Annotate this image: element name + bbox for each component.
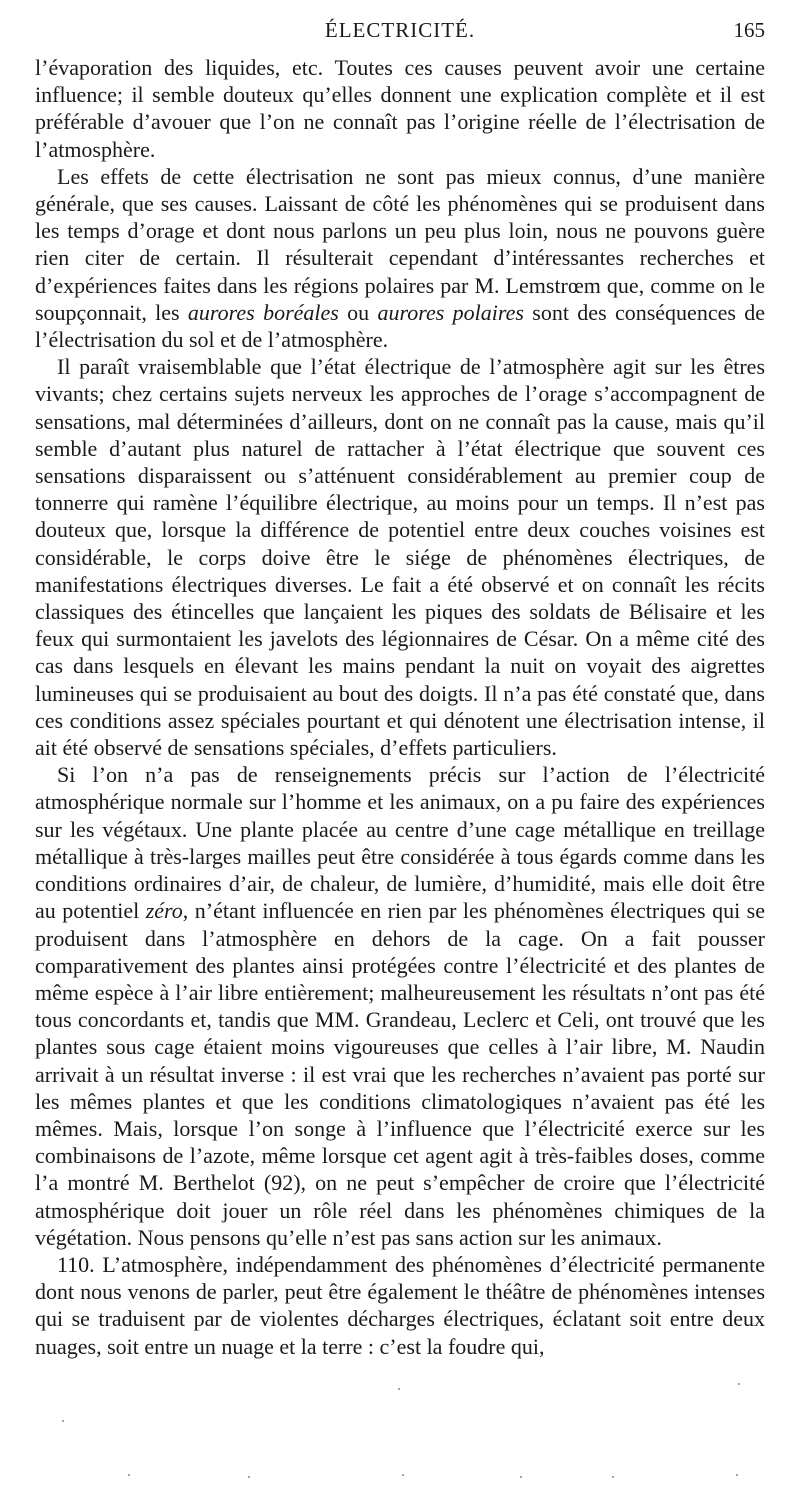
paragraph-text: Si l’on n’a pas de renseignements précis sur l’action de l’électricité atmosphérique normale sur l’homme et les animaux, on a pu faire des expériences sur les végétaux. Une plante placée au centre d’une cage métallique en treillage métallique à très-larges mailles peut être considérée à tous égards comme dans les conditions ordinaires d’air, de chaleur, de lumière, d’humidité, mais elle doit être au potentiel — [35, 762, 765, 924]
paragraph-text: l’évaporation des liquides, etc. Toutes ces causes peuvent avoir une certaine influence; il semble douteux qu’elles donnent une explication complète et il est préférable d’avouer que l’on ne connaît pas l’origine réelle de l’électrisation de l’atmosphère. — [35, 55, 765, 162]
paragraph-auroras — [35, 163, 765, 353]
paragraph-text: Il paraît vraisemblable que l’état électrique de l’atmosphère agit sur les êtres vivants; chez certains sujets nerveux les approches de l’orage s’accompagnent de sensations, mal déterminées d’ailleurs, dont on ne connaît pas la cause, mais qu’il semble d’autant plus naturel de rattacher à l’état électrique que souvent ces sensations disparaissent ou s’atténuent considérablement au premier coup de tonnerre qui ramène l’équilibre électrique, au moins pour un temps. Il n’est pas douteux que, lorsque la différence de potentiel entre deux couches voisines est considérable, le corps doive être le siége de phénomènes électriques, de manifestations électriques diverses. Le fait a été observé et on connaît les récits classiques des étincelles que lançaient les piques des soldats de Bélisaire et les feux qui surmontaient les javelots des légionnaires de César. On a même cité des cas dans lesquels en élevant les mains pendant la nuit on voyait des aigrettes lumineuses qui se produisaient au bout des doigts. Il n’a pas été constaté que, dans ces conditions assez spéciales pourtant et qui dénotent une électrisation intense, il ait été observé de sensations spéciales, d’effets particuliers. — [35, 354, 765, 761]
italic-term: aurores boréales — [187, 299, 339, 325]
body-text — [35, 54, 765, 1360]
paragraph-text: sont des conséquences de l’électrisation du sol et de l’atmosphère. — [35, 299, 765, 353]
running-header — [35, 18, 765, 54]
paragraph-text: L’atmosphère, indépendamment des phénomènes d’électricité permanente dont nous venons de parler, peut être également le théâtre de phénomènes intenses qui se traduisent par de violentes décharges électriques, éclatant soit entre deux nuages, soit entre un nuage et la terre : c’est la foudre qui, — [35, 1251, 765, 1359]
page-number: 165 — [733, 18, 765, 42]
section-number: 110. — [57, 1251, 95, 1277]
paragraph-text: Les effets de cette électrisation ne sont pas mieux connus, d’une manière générale, que ses causes. Laissant de côté les phénomènes qui se produisent dans les temps d’orage et dont nous parlons un peu plus loin, nous ne pouvons guère rien citer de certain. Il résulterait cependant d’intéressantes recherches et d’expériences faites dans les régions polaires par M. Lemstrœm que, comme on le soupçonnait, les — [35, 163, 765, 325]
italic-term: zéro — [145, 898, 183, 924]
paragraph-continuation — [35, 54, 765, 163]
running-title: ÉLECTRICITÉ. — [324, 18, 476, 42]
paragraph-living-beings — [35, 353, 765, 761]
paragraph-110 — [35, 1251, 765, 1360]
book-page — [35, 18, 765, 1360]
paragraph-text: , n’étant influencée en rien par les phénomènes électriques qui se produisent dans l’atmosphère en dehors de la cage. On a fait pousser comparativement des plantes ainsi protégées contre l’électricité et des plantes de même espèce à l’air libre entièrement; malheureusement les résultats n’ont pas été tous concordants et, tandis que MM. Grandeau, Leclerc et Celi, ont trouvé que les plantes sous cage étaient moins vigoureuses que celles à l’air libre, M. Naudin arrivait à un résultat inverse : il est vrai que les recherches n’avaient pas porté sur les mêmes plantes et que les conditions climatologiques n’avaient pas été les mêmes. Mais, lorsque l’on songe à l’influence que l’électricité exerce sur les combinaisons de l’azote, même lorsque cet agent agit à très-faibles doses, comme l’a montré M. Berthelot (92), on ne peut s’empêcher de croire que l’électricité atmosphérique doit jouer un rôle réel dans les phénomènes chimiques de la végétation. Nous pensons qu’elle n’est pas sans action sur les animaux. — [35, 898, 765, 1250]
italic-term: aurores polaires — [377, 299, 524, 325]
paragraph-plants — [35, 761, 765, 1251]
paragraph-text: ou — [338, 299, 378, 325]
